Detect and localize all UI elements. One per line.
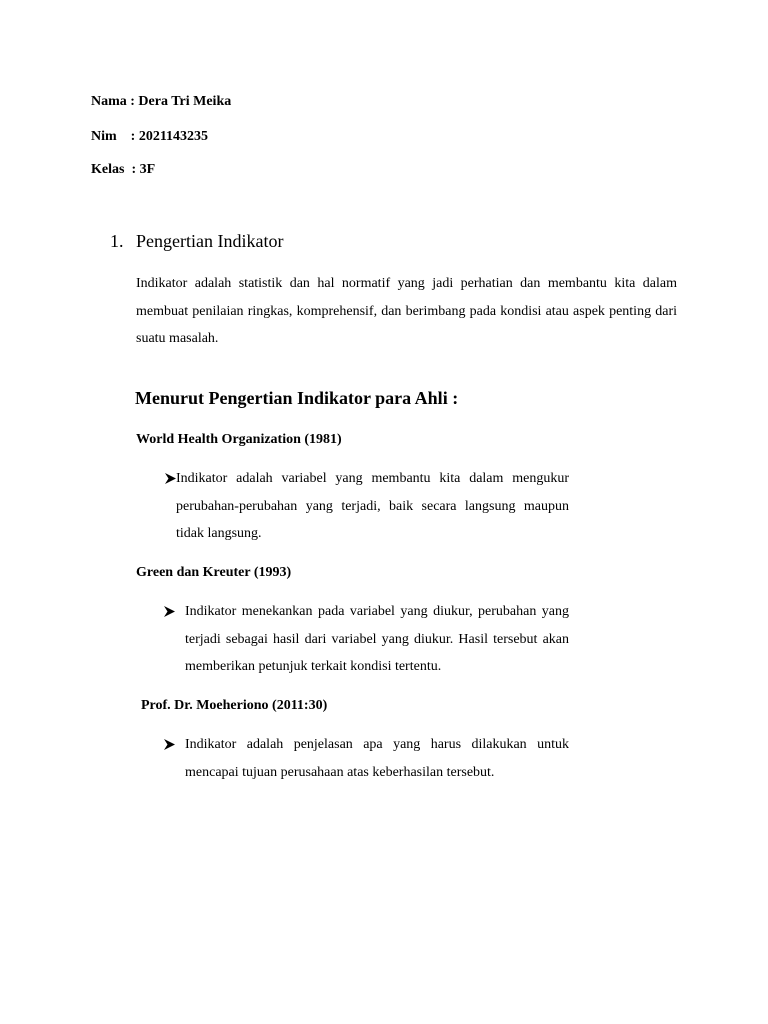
expert-name-who: World Health Organization (1981) [136, 432, 342, 447]
expert-name-green-kreuter: Green dan Kreuter (1993) [136, 565, 292, 580]
definition-paragraph: Indikator adalah statistik dan hal normatif yang jadi perhatian dan membantu kita dalam membuat penilaian ringkas, komprehensif, dan berimbang pada kondisi atau aspek penting dari suatu masalah. [136, 276, 677, 346]
expert-definition-green-kreuter: Indikator menekankan pada variabel yang diukur, perubahan yang terjadi sebagai hasil dari variabel yang diukur. Hasil tersebut akan memberikan petunjuk terkait kondisi tertentu. [185, 604, 569, 674]
expert-definition-moeheriono: Indikator adalah penjelasan apa yang harus dilakukan untuk mencapai tujuan perusahaan atas keberhasilan tersebut. [185, 737, 569, 780]
student-class-line: Kelas : 3F [91, 162, 156, 177]
arrow-bullet-icon [163, 605, 176, 618]
expert-definition-who: Indikator adalah variabel yang membantu kita dalam mengukur perubahan-perubahan yang terjadi, baik secara langsung maupun tidak langsung. [176, 471, 569, 541]
section-title: Pengertian Indikator [136, 231, 284, 251]
student-nim-line: Nim : 2021143235 [91, 129, 209, 144]
expert-name-moeheriono: Prof. Dr. Moeheriono (2011:30) [141, 698, 328, 713]
arrow-bullet-icon [163, 738, 176, 751]
section-number: 1. [110, 231, 124, 251]
experts-heading: Menurut Pengertian Indikator para Ahli : [135, 388, 459, 408]
section-heading [110, 230, 283, 252]
student-name-line: Nama : Dera Tri Meika [91, 94, 232, 109]
